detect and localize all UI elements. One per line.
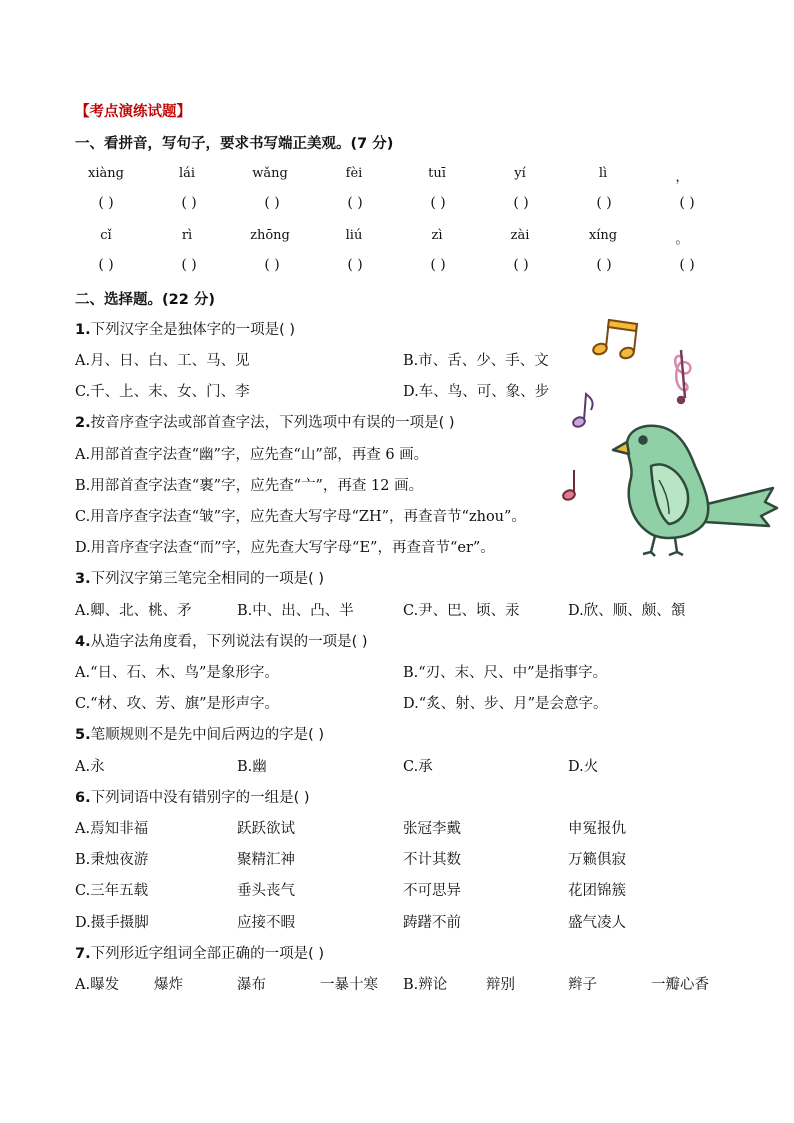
question-number: 2. (75, 415, 91, 431)
answer-blank[interactable]: ( ) (264, 257, 280, 273)
word: 应接不暇 (237, 915, 295, 931)
pinyin: liú (345, 228, 363, 243)
q1-option-b[interactable]: B.市、舌、少、手、文 (403, 353, 549, 369)
music-note-icon (572, 394, 593, 428)
question-4 (75, 632, 368, 652)
q3-option-a[interactable]: A.卿、北、桃、矛 (75, 603, 192, 619)
question-6 (75, 788, 310, 808)
q2-option-a[interactable]: A.用部首查字法查“幽”字，应先查“山”部，再查 6 画。 (75, 447, 429, 463)
pinyin: lái (178, 166, 196, 181)
treble-clef-icon (675, 350, 690, 403)
question-1 (75, 320, 295, 340)
q3-option-c[interactable]: C.尹、巴、顷、汞 (403, 603, 520, 619)
q2-option-b[interactable]: B.用部首查字法查“裹”字，应先查“亠”，再查 12 画。 (75, 478, 424, 494)
answer-blank[interactable]: ( ) (596, 257, 612, 273)
question-number: 4. (75, 634, 91, 650)
word: 跃跃欲试 (237, 821, 295, 837)
pinyin: ， (675, 170, 689, 185)
pinyin: yí (514, 166, 526, 181)
word: 不可思异 (403, 883, 461, 899)
answer-blank[interactable]: ( ) (347, 195, 363, 211)
question-text: 下列形近字组词全部正确的一项是( ) (90, 946, 325, 962)
question-text: 下列汉字第三笔完全相同的一项是( ) (90, 571, 325, 587)
word: 垂头丧气 (237, 883, 295, 899)
word: 张冠李戴 (403, 821, 461, 837)
answer-blank[interactable]: ( ) (430, 257, 446, 273)
question-number: 7. (75, 946, 91, 962)
singing-bird-illustration (555, 310, 785, 560)
q2-option-c[interactable]: C.用音序查字法查“皱”字，应先查大写字母“ZH”，再查音节“zhou”。 (75, 509, 526, 525)
pinyin: zì (431, 228, 443, 243)
answer-blank[interactable]: ( ) (181, 195, 197, 211)
question-number: 1. (75, 322, 91, 338)
answer-blank[interactable]: ( ) (513, 257, 529, 273)
word: B.秉烛夜游 (75, 852, 149, 868)
question-2 (75, 413, 455, 433)
q1-option-d[interactable]: D.车、鸟、可、象、步 (403, 384, 550, 400)
q5-option-c[interactable]: C.承 (403, 759, 433, 775)
word: 万籁俱寂 (568, 852, 626, 868)
bird-icon (613, 426, 777, 556)
word: 不计其数 (403, 852, 461, 868)
word: 瀑布 (237, 977, 266, 993)
word: 申冤报仇 (568, 821, 626, 837)
pinyin: zài (510, 228, 530, 243)
word: A.焉知非福 (75, 821, 149, 837)
question-number: 5. (75, 727, 91, 743)
word: 爆炸 (154, 977, 183, 993)
q5-option-a[interactable]: A.永 (75, 759, 105, 775)
answer-blank[interactable]: ( ) (98, 195, 114, 211)
word: 聚精汇神 (237, 852, 295, 868)
question-text: 从造字法角度看，下列说法有误的一项是( ) (90, 634, 368, 650)
word: 盛气凌人 (568, 915, 626, 931)
word: 辫子 (568, 977, 597, 993)
answer-blank[interactable]: ( ) (679, 195, 695, 211)
answer-blank[interactable]: ( ) (430, 195, 446, 211)
answer-blank[interactable]: ( ) (98, 257, 114, 273)
word: 辩别 (486, 977, 515, 993)
question-number: 3. (75, 571, 91, 587)
pinyin: xíng (588, 228, 618, 243)
q3-option-b[interactable]: B.中、出、凸、半 (237, 603, 354, 619)
word: B.辨论 (403, 977, 448, 993)
word: 一瓣心香 (651, 977, 709, 993)
q4-option-d[interactable]: D.“炙、射、步、月”是会意字。 (403, 696, 608, 712)
music-note-icon (562, 470, 576, 501)
music-note-icon (592, 320, 637, 360)
question-text: 下列汉字全是独体字的一项是( ) (90, 322, 296, 338)
word: 踌躇不前 (403, 915, 461, 931)
pinyin: wǎng (252, 166, 288, 181)
q4-option-a[interactable]: A.“日、石、木、鸟”是象形字。 (75, 665, 279, 681)
pinyin: zhōng (250, 228, 290, 243)
question-7 (75, 944, 324, 964)
section1-heading: 一、看拼音，写句子，要求书写端正美观。(7 分) (75, 136, 394, 152)
q1-option-c[interactable]: C.千、上、末、女、门、李 (75, 384, 250, 400)
question-3 (75, 569, 324, 589)
pinyin: cǐ (100, 228, 112, 243)
page-title: 【考点演练试题】 (75, 104, 191, 120)
answer-blank[interactable]: ( ) (513, 195, 529, 211)
question-5 (75, 725, 324, 745)
answer-blank[interactable]: ( ) (181, 257, 197, 273)
pinyin: tuī (428, 166, 446, 181)
question-text: 笔顺规则不是先中间后两边的字是( ) (90, 727, 325, 743)
pinyin: lì (598, 166, 608, 181)
pinyin: fèi (345, 166, 363, 181)
q4-option-c[interactable]: C.“材、攻、芳、旗”是形声字。 (75, 696, 280, 712)
q3-option-d[interactable]: D.欣、顺、颇、頷 (568, 603, 686, 619)
section2-heading: 二、选择题。(22 分) (75, 292, 215, 308)
q4-option-b[interactable]: B.“刃、末、尺、中”是指事字。 (403, 665, 608, 681)
question-text: 按音序查字法或部首查字法，下列选项中有误的一项是( ) (90, 415, 455, 431)
q5-option-d[interactable]: D.火 (568, 759, 599, 775)
question-text: 下列词语中没有错别字的一组是( ) (90, 790, 310, 806)
word: A.曝发 (75, 977, 120, 993)
answer-blank[interactable]: ( ) (264, 195, 280, 211)
word: 花团锦簇 (568, 883, 626, 899)
q2-option-d[interactable]: D.用音序查字法查“而”字，应先查大写字母“E”，再查音节“er”。 (75, 540, 495, 556)
answer-blank[interactable]: ( ) (596, 195, 612, 211)
word: D.摄手摄脚 (75, 915, 149, 931)
pinyin: rì (181, 228, 193, 243)
answer-blank[interactable]: ( ) (679, 257, 695, 273)
question-number: 6. (75, 790, 91, 806)
q5-option-b[interactable]: B.幽 (237, 759, 267, 775)
q1-option-a[interactable]: A.月、日、白、工、马、见 (75, 353, 250, 369)
pinyin: xiàng (88, 166, 124, 181)
word: 一暴十寒 (320, 977, 378, 993)
answer-blank[interactable]: ( ) (347, 257, 363, 273)
pinyin: 。 (675, 232, 689, 247)
word: C.三年五载 (75, 883, 149, 899)
